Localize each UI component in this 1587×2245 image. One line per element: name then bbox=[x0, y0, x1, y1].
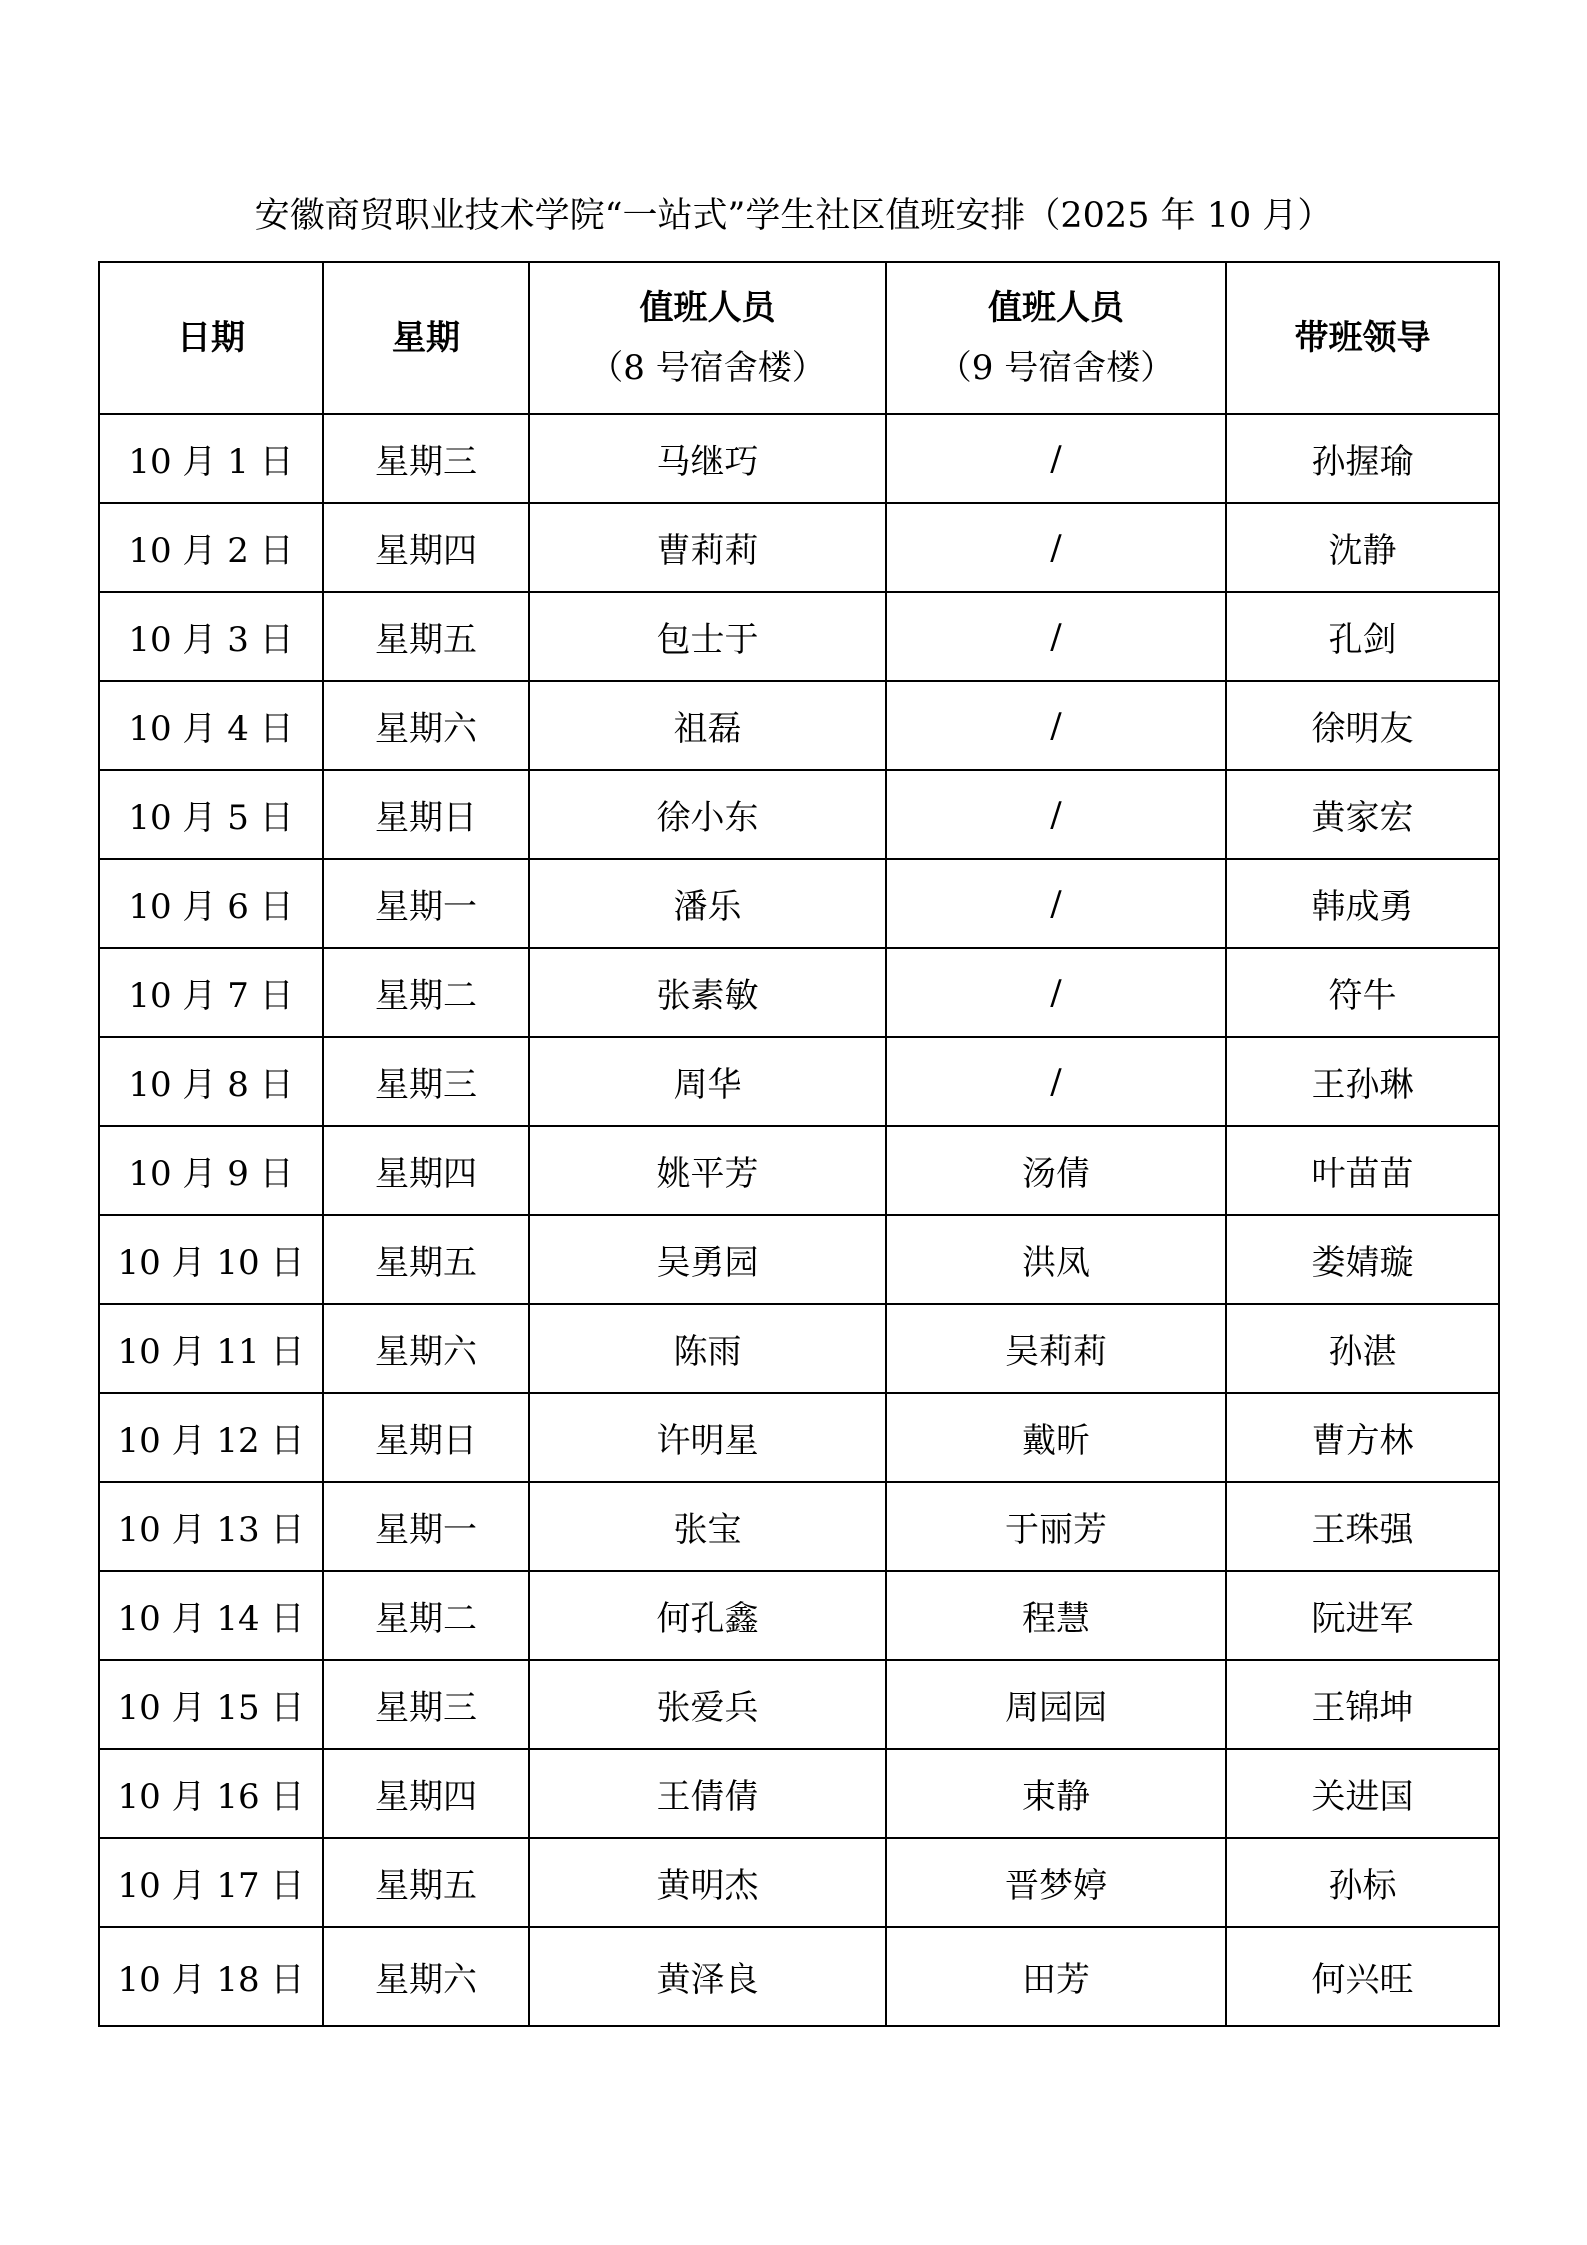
cell-leader: 何兴旺 bbox=[1226, 1927, 1499, 2026]
cell-date: 10 月 3 日 bbox=[99, 592, 323, 681]
cell-weekday: 星期三 bbox=[323, 1037, 529, 1126]
cell-weekday: 星期一 bbox=[323, 859, 529, 948]
table-row bbox=[99, 1927, 1499, 2026]
cell-duty-8: 陈雨 bbox=[529, 1304, 886, 1393]
cell-weekday: 星期五 bbox=[323, 1838, 529, 1927]
cell-duty-8: 何孔鑫 bbox=[529, 1571, 886, 1660]
cell-leader: 曹方林 bbox=[1226, 1393, 1499, 1482]
header-leader: 带班领导 bbox=[1226, 262, 1499, 414]
cell-duty-9: 束静 bbox=[886, 1749, 1226, 1838]
table-row bbox=[99, 414, 1499, 503]
cell-duty-8: 潘乐 bbox=[529, 859, 886, 948]
cell-date: 10 月 11 日 bbox=[99, 1304, 323, 1393]
cell-duty-8: 黄泽良 bbox=[529, 1927, 886, 2026]
cell-weekday: 星期六 bbox=[323, 681, 529, 770]
cell-date: 10 月 9 日 bbox=[99, 1126, 323, 1215]
table-row bbox=[99, 681, 1499, 770]
header-date: 日期 bbox=[99, 262, 323, 414]
table-row bbox=[99, 1660, 1499, 1749]
cell-duty-9: 吴莉莉 bbox=[886, 1304, 1226, 1393]
table-row bbox=[99, 1482, 1499, 1571]
cell-duty-8: 黄明杰 bbox=[529, 1838, 886, 1927]
cell-leader: 沈静 bbox=[1226, 503, 1499, 592]
cell-weekday: 星期五 bbox=[323, 1215, 529, 1304]
cell-weekday: 星期四 bbox=[323, 503, 529, 592]
cell-duty-8: 王倩倩 bbox=[529, 1749, 886, 1838]
cell-date: 10 月 8 日 bbox=[99, 1037, 323, 1126]
cell-leader: 娄婧璇 bbox=[1226, 1215, 1499, 1304]
table-row bbox=[99, 859, 1499, 948]
cell-weekday: 星期四 bbox=[323, 1126, 529, 1215]
cell-date: 10 月 14 日 bbox=[99, 1571, 323, 1660]
cell-duty-9: 程慧 bbox=[886, 1571, 1226, 1660]
document-title: 安徽商贸职业技术学院“一站式”学生社区值班安排（2025 年 10 月） bbox=[254, 196, 1333, 236]
duty-schedule-table bbox=[98, 261, 1500, 2027]
cell-date: 10 月 17 日 bbox=[99, 1838, 323, 1927]
table-row bbox=[99, 1037, 1499, 1126]
cell-duty-8: 张爱兵 bbox=[529, 1660, 886, 1749]
cell-duty-8: 姚平芳 bbox=[529, 1126, 886, 1215]
cell-date: 10 月 1 日 bbox=[99, 414, 323, 503]
cell-duty-9: / bbox=[886, 503, 1226, 592]
table-header-row bbox=[99, 262, 1499, 414]
cell-weekday: 星期六 bbox=[323, 1927, 529, 2026]
cell-duty-9: / bbox=[886, 948, 1226, 1037]
cell-leader: 徐明友 bbox=[1226, 681, 1499, 770]
cell-duty-9: 田芳 bbox=[886, 1927, 1226, 2026]
cell-duty-9: 晋梦婷 bbox=[886, 1838, 1226, 1927]
cell-duty-9: 洪凤 bbox=[886, 1215, 1226, 1304]
table-row bbox=[99, 1126, 1499, 1215]
table-row bbox=[99, 1749, 1499, 1838]
table-row bbox=[99, 1304, 1499, 1393]
cell-weekday: 星期一 bbox=[323, 1482, 529, 1571]
cell-weekday: 星期三 bbox=[323, 1660, 529, 1749]
table-row bbox=[99, 1215, 1499, 1304]
cell-duty-9: 于丽芳 bbox=[886, 1482, 1226, 1571]
cell-leader: 王珠强 bbox=[1226, 1482, 1499, 1571]
cell-date: 10 月 13 日 bbox=[99, 1482, 323, 1571]
cell-weekday: 星期四 bbox=[323, 1749, 529, 1838]
cell-duty-8: 马继巧 bbox=[529, 414, 886, 503]
cell-leader: 孙握瑜 bbox=[1226, 414, 1499, 503]
cell-date: 10 月 4 日 bbox=[99, 681, 323, 770]
table-row bbox=[99, 503, 1499, 592]
cell-duty-9: / bbox=[886, 681, 1226, 770]
cell-weekday: 星期六 bbox=[323, 1304, 529, 1393]
cell-date: 10 月 15 日 bbox=[99, 1660, 323, 1749]
cell-leader: 符牛 bbox=[1226, 948, 1499, 1037]
cell-weekday: 星期日 bbox=[323, 770, 529, 859]
cell-date: 10 月 16 日 bbox=[99, 1749, 323, 1838]
cell-duty-9: / bbox=[886, 592, 1226, 681]
table-row bbox=[99, 592, 1499, 681]
cell-date: 10 月 2 日 bbox=[99, 503, 323, 592]
header-duty-building-9-line2: （9 号宿舍楼） bbox=[937, 348, 1175, 388]
cell-duty-9: / bbox=[886, 414, 1226, 503]
table-row bbox=[99, 948, 1499, 1037]
header-weekday: 星期 bbox=[323, 262, 529, 414]
cell-date: 10 月 7 日 bbox=[99, 948, 323, 1037]
cell-date: 10 月 12 日 bbox=[99, 1393, 323, 1482]
header-duty-building-9-line1: 值班人员 bbox=[988, 288, 1124, 328]
header-duty-building-8-line1: 值班人员 bbox=[639, 288, 776, 328]
cell-leader: 孔剑 bbox=[1226, 592, 1499, 681]
cell-duty-8: 曹莉莉 bbox=[529, 503, 886, 592]
table-row bbox=[99, 1393, 1499, 1482]
cell-weekday: 星期二 bbox=[323, 1571, 529, 1660]
cell-duty-9: / bbox=[886, 770, 1226, 859]
cell-duty-8: 许明星 bbox=[529, 1393, 886, 1482]
cell-duty-8: 吴勇园 bbox=[529, 1215, 886, 1304]
cell-date: 10 月 6 日 bbox=[99, 859, 323, 948]
cell-leader: 叶苗苗 bbox=[1226, 1126, 1499, 1215]
cell-duty-8: 包士于 bbox=[529, 592, 886, 681]
cell-leader: 阮进军 bbox=[1226, 1571, 1499, 1660]
cell-leader: 韩成勇 bbox=[1226, 859, 1499, 948]
cell-duty-8: 张素敏 bbox=[529, 948, 886, 1037]
header-duty-building-8-line2: （8 号宿舍楼） bbox=[589, 348, 826, 388]
cell-weekday: 星期三 bbox=[323, 414, 529, 503]
cell-duty-8: 张宝 bbox=[529, 1482, 886, 1571]
header-duty-building-8 bbox=[529, 262, 886, 414]
table-row bbox=[99, 1838, 1499, 1927]
cell-leader: 孙湛 bbox=[1226, 1304, 1499, 1393]
cell-duty-8: 祖磊 bbox=[529, 681, 886, 770]
cell-duty-8: 徐小东 bbox=[529, 770, 886, 859]
cell-leader: 孙标 bbox=[1226, 1838, 1499, 1927]
cell-weekday: 星期二 bbox=[323, 948, 529, 1037]
cell-duty-9: 戴昕 bbox=[886, 1393, 1226, 1482]
cell-leader: 黄家宏 bbox=[1226, 770, 1499, 859]
cell-duty-9: 汤倩 bbox=[886, 1126, 1226, 1215]
cell-duty-8: 周华 bbox=[529, 1037, 886, 1126]
cell-duty-9: / bbox=[886, 1037, 1226, 1126]
cell-weekday: 星期五 bbox=[323, 592, 529, 681]
cell-date: 10 月 18 日 bbox=[99, 1927, 323, 2026]
cell-duty-9: 周园园 bbox=[886, 1660, 1226, 1749]
cell-duty-9: / bbox=[886, 859, 1226, 948]
table-row bbox=[99, 1571, 1499, 1660]
cell-date: 10 月 10 日 bbox=[99, 1215, 323, 1304]
cell-weekday: 星期日 bbox=[323, 1393, 529, 1482]
cell-leader: 关进国 bbox=[1226, 1749, 1499, 1838]
header-duty-building-9 bbox=[886, 262, 1226, 414]
cell-leader: 王锦坤 bbox=[1226, 1660, 1499, 1749]
table-row bbox=[99, 770, 1499, 859]
cell-leader: 王孙琳 bbox=[1226, 1037, 1499, 1126]
cell-date: 10 月 5 日 bbox=[99, 770, 323, 859]
